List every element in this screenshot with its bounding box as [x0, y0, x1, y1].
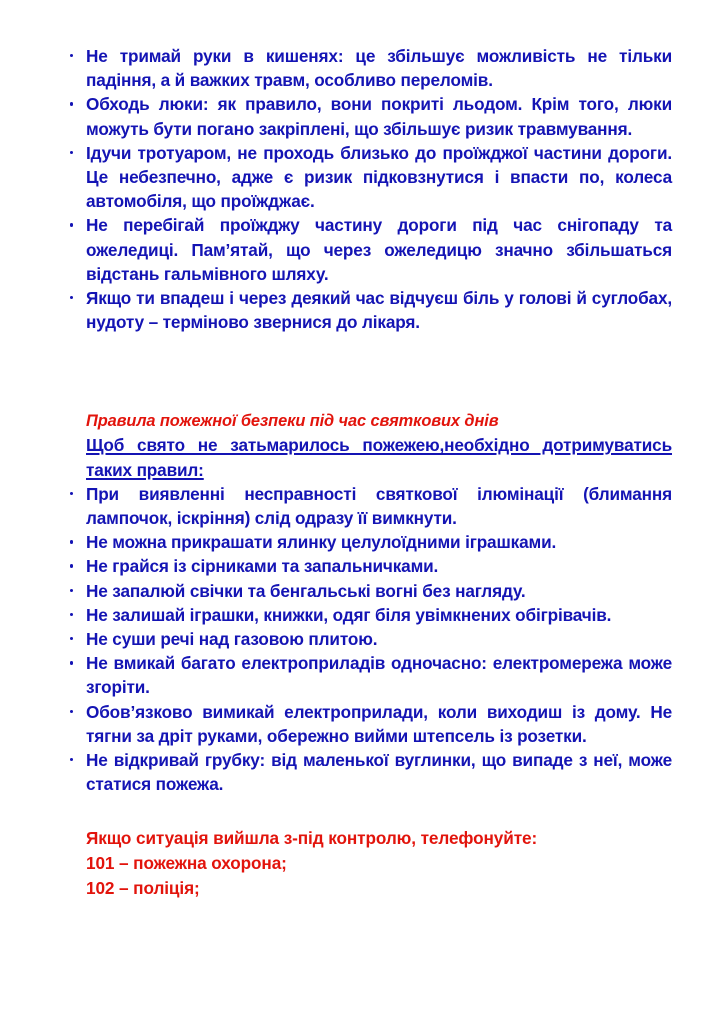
list-item: Обходь люки: як правило, вони покриті льодом. Крім того, люки можуть бути погано закріплені, що збільшує ризик травмування. — [68, 92, 672, 140]
list-item: Ідучи тротуаром, не проходь близько до проїжджої частини дороги. Це небезпечно, адже є ризик підковзнутися і впасти по, колеса автомобіля, що проїжджає. — [68, 141, 672, 214]
emergency-spacer — [68, 796, 672, 826]
winter-safety-list — [68, 44, 672, 334]
list-item: Не перебігай проїжджу частину дороги під час снігопаду та ожеледиці. Пам’ятай, що через ожеледицю значно збільшаться відстань гальмівного шляху. — [68, 213, 672, 286]
fire-safety-intro — [68, 433, 672, 481]
list-item: Якщо ти впадеш і через деякий час відчуєш біль у голові й суглобах, нудоту – терміново звернися до лікаря. — [68, 286, 672, 334]
list-item: Не грайся із сірниками та запальничками. — [68, 554, 672, 578]
list-item: Не відкривай грубку: від маленької вуглинки, що випаде з неї, може статися пожежа. — [68, 748, 672, 796]
list-item: При виявленні несправності святкової ілюмінації (блимання лампочок, іскріння) слід одразу її вимкнути. — [68, 482, 672, 530]
list-item: Не вмикай багато електроприладів одночасно: електромережа може згоріти. — [68, 651, 672, 699]
list-item: Не залишай іграшки, книжки, одяг біля увімкнених обігрівачів. — [68, 603, 672, 627]
emergency-contacts — [68, 826, 672, 901]
list-item: Не суши речі над газовою плитою. — [68, 627, 672, 651]
fire-safety-heading: Правила пожежної безпеки під час святкових днів — [86, 412, 499, 431]
list-item: Не тримай руки в кишенях: це збільшує можливість не тільки падіння, а й важких травм, особливо переломів. — [68, 44, 672, 92]
fire-safety-list — [68, 482, 672, 797]
fire-safety-intro-text: Щоб свято не затьмарилось пожежею,необхідно дотримуватись таких правил: — [86, 435, 672, 480]
document-content — [68, 44, 672, 901]
list-item: Не можна прикрашати ялинку целулоїдними іграшками. — [68, 530, 672, 554]
emergency-intro-line: Якщо ситуація вийшла з-під контролю, телефонуйте: — [86, 828, 538, 849]
emergency-phone-fire: 101 – пожежна охорона; — [86, 853, 287, 874]
list-item: Не запалюй свічки та бенгальські вогні без нагляду. — [68, 579, 672, 603]
section-spacer — [68, 334, 672, 410]
list-item: Обов’язково вимикай електроприлади, коли виходиш із дому. Не тягни за дріт руками, обережно вийми штепсель із розетки. — [68, 700, 672, 748]
emergency-phone-police: 102 – поліція; — [86, 878, 200, 899]
